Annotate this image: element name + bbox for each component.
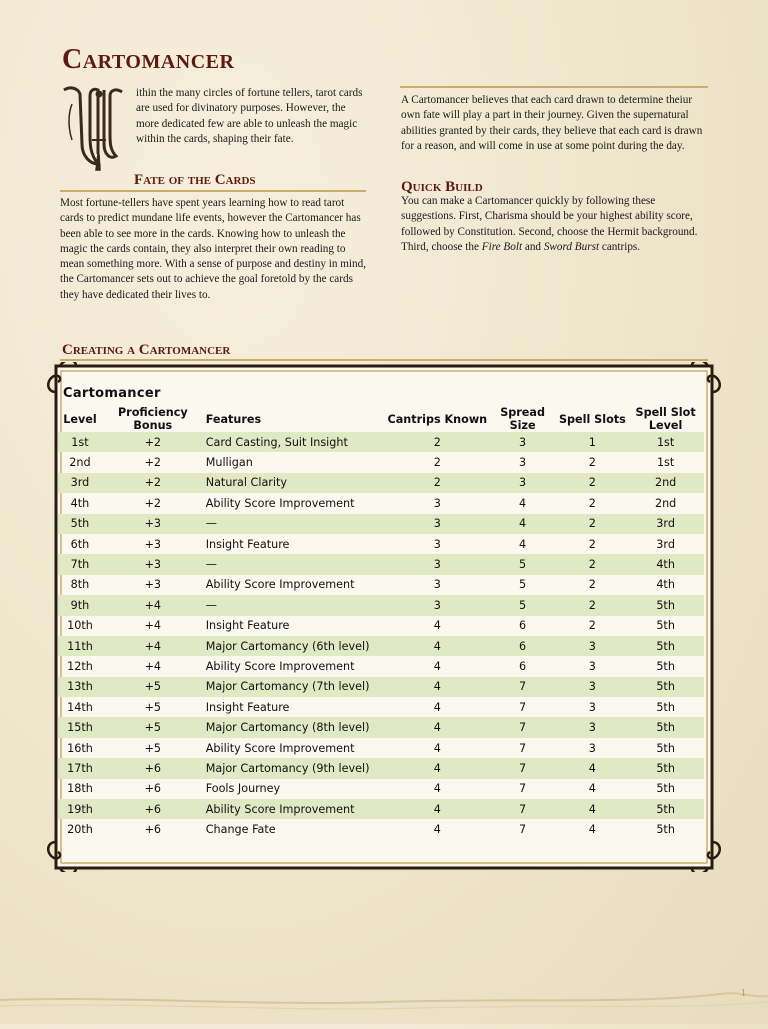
cell-cantrips: 4 <box>433 659 441 673</box>
cell-spell-slots: 3 <box>588 700 596 714</box>
cell-level: 15th <box>58 717 102 737</box>
cell-level: 2nd <box>69 456 91 470</box>
cell-spell-slot-level: 5th <box>656 619 675 633</box>
cell-cantrips: 3 <box>433 578 441 592</box>
cell-proficiency: +4 <box>102 636 204 656</box>
table-row <box>58 554 704 574</box>
cell-spell-slot-level: 4th <box>627 554 704 574</box>
table-row <box>58 656 704 676</box>
cell-proficiency: +3 <box>102 514 204 534</box>
cell-level: 19th <box>58 799 102 819</box>
header-spell-slots: Spell Slots <box>558 412 626 426</box>
cell-spell-slot-level: 1st <box>656 456 675 470</box>
table-row <box>58 717 704 737</box>
table-row <box>58 534 704 554</box>
cell-proficiency: +5 <box>102 717 204 737</box>
cell-proficiency: +5 <box>144 700 162 714</box>
cell-level: 5th <box>58 514 102 534</box>
cell-proficiency: +6 <box>144 823 162 837</box>
header-spread-size: Spread Size <box>500 406 545 432</box>
divider <box>60 359 708 361</box>
cell-cantrips: 4 <box>433 782 441 796</box>
cell-proficiency: +2 <box>102 432 204 452</box>
cell-level: 10th <box>67 619 93 633</box>
cell-level: 18th <box>67 782 93 796</box>
cell-cantrips: 3 <box>387 514 488 534</box>
cell-features: Ability Score Improvement <box>205 578 355 592</box>
cell-spell-slots: 4 <box>558 758 628 778</box>
cell-cantrips: 3 <box>387 595 488 615</box>
cell-spell-slot-level: 5th <box>627 758 704 778</box>
cell-features: Card Casting, Suit Insight <box>204 432 387 452</box>
cell-features: Natural Clarity <box>204 473 387 493</box>
cell-spread-size: 7 <box>519 700 527 714</box>
cell-features: Major Cartomancy (9th level) <box>204 758 387 778</box>
cell-spell-slots: 2 <box>558 473 628 493</box>
divider <box>60 190 366 192</box>
cell-spread-size: 3 <box>488 432 558 452</box>
table-row <box>58 819 704 839</box>
cell-proficiency: +2 <box>144 456 162 470</box>
cell-features: — <box>204 514 387 534</box>
header-cantrips: Cantrips Known <box>387 412 488 426</box>
cell-spell-slot-level: 2nd <box>627 473 704 493</box>
page-number: 1 <box>741 988 746 999</box>
cell-spell-slot-level: 5th <box>627 636 704 656</box>
cell-spell-slots: 2 <box>588 578 596 592</box>
cell-features: Insight Feature <box>205 700 290 714</box>
cell-level: 12th <box>67 659 93 673</box>
fate-paragraph: Most fortune-tellers have spent years learning how to read tarot cards to predict mundane life events, however the Cartomancer has been able to see more in the cards. Knowing how to unleash the magic the cards contain, they also interpret their own reading to mean something more. With a sense of purpose and destiny in mind, the Cartomancer sets out to achieve the goal foretold by the cards they have dedicated their lives to. <box>60 197 367 301</box>
cell-level: 20th <box>67 823 93 837</box>
table-row <box>58 799 704 819</box>
cell-spread-size: 3 <box>488 473 558 493</box>
table-row <box>58 758 704 778</box>
cell-spread-size: 7 <box>488 758 558 778</box>
cell-proficiency: +4 <box>144 619 162 633</box>
section-heading-quick-build: Quick Build <box>401 179 483 195</box>
cell-features: Major Cartomancy (8th level) <box>204 717 387 737</box>
table-row <box>58 575 704 595</box>
cell-proficiency: +5 <box>102 677 204 697</box>
cell-proficiency: +3 <box>102 554 204 574</box>
cell-cantrips: 3 <box>433 496 441 510</box>
cell-spell-slots: 4 <box>588 823 596 837</box>
cell-features: Mulligan <box>205 456 253 470</box>
section-heading-creating: Creating a Cartomancer <box>62 342 231 358</box>
cell-level: 11th <box>58 636 102 656</box>
cell-spread-size: 4 <box>519 496 527 510</box>
quick-build-paragraph <box>401 194 708 255</box>
cell-spell-slots: 4 <box>588 782 596 796</box>
cell-proficiency: +3 <box>144 578 162 592</box>
header-features: Features <box>205 412 262 426</box>
quick-build-text: You can make a Cartomancer quickly by following these suggestions. First, Charisma should be your highest ability score, followed by Constitution. Second, choose the Hermit background. Third, choose the <box>401 195 698 253</box>
cell-cantrips: 4 <box>387 677 488 697</box>
cell-proficiency: +3 <box>144 537 162 551</box>
cell-spread-size: 4 <box>488 514 558 534</box>
cell-spell-slots: 2 <box>588 537 596 551</box>
table-header-row <box>58 406 704 432</box>
cell-spread-size: 3 <box>519 456 527 470</box>
cell-spread-size: 6 <box>519 659 527 673</box>
header-spell-slot-level: Spell Slot Level <box>635 406 696 432</box>
footer-ornament <box>0 976 768 1024</box>
table-row <box>58 432 704 452</box>
cell-spell-slots: 1 <box>558 432 628 452</box>
cell-spell-slot-level: 2nd <box>654 496 677 510</box>
cell-features: — <box>204 554 387 574</box>
cell-features: — <box>204 595 387 615</box>
cell-spell-slot-level: 5th <box>627 717 704 737</box>
cell-cantrips: 4 <box>433 823 441 837</box>
table-row <box>58 677 704 697</box>
cell-features: Ability Score Improvement <box>205 496 355 510</box>
table-row <box>58 595 704 615</box>
cell-features: Ability Score Improvement <box>204 799 387 819</box>
cell-spell-slots: 2 <box>558 514 628 534</box>
class-table <box>58 384 706 840</box>
cell-level: 13th <box>58 677 102 697</box>
belief-paragraph: A Cartomancer believes that each card drawn to determine theiur own fate will play a part in their journey. Given the supernatural abilities granted by their cards, they believe that each card is drawn for a reason, and will come in use at some point during the day. <box>401 94 703 152</box>
cell-features: Fools Journey <box>205 782 281 796</box>
cell-features: Ability Score Improvement <box>205 659 355 673</box>
cell-spread-size: 7 <box>519 782 527 796</box>
table-row <box>58 697 704 717</box>
cell-spread-size: 7 <box>488 677 558 697</box>
cell-spread-size: 5 <box>488 595 558 615</box>
cell-spell-slots: 3 <box>588 741 596 755</box>
table-title: Cartomancer <box>63 386 161 401</box>
cell-level: 9th <box>58 595 102 615</box>
cell-level: 7th <box>58 554 102 574</box>
cell-spread-size: 7 <box>488 717 558 737</box>
cell-spell-slots: 2 <box>588 496 596 510</box>
cell-cantrips: 4 <box>387 636 488 656</box>
quick-build-and: and <box>522 240 544 253</box>
spell-fire-bolt: Fire Bolt <box>481 240 523 253</box>
cell-spread-size: 7 <box>519 823 527 837</box>
progression-table <box>58 406 704 840</box>
spell-sword-burst: Sword Burst <box>543 240 600 253</box>
cell-spell-slot-level: 5th <box>656 659 675 673</box>
cell-cantrips: 4 <box>433 619 441 633</box>
cell-features: Ability Score Improvement <box>205 741 355 755</box>
cell-cantrips: 2 <box>433 456 441 470</box>
cell-spell-slot-level: 5th <box>656 782 675 796</box>
cell-cantrips: 2 <box>387 473 488 493</box>
cell-features: Major Cartomancy (6th level) <box>204 636 387 656</box>
cell-spell-slot-level: 3rd <box>627 514 704 534</box>
cell-features: Change Fate <box>205 823 276 837</box>
cell-proficiency: +6 <box>102 799 204 819</box>
table-row <box>58 452 704 472</box>
cell-spell-slots: 3 <box>558 677 628 697</box>
cell-spell-slot-level: 4th <box>656 578 675 592</box>
cell-spell-slot-level: 3rd <box>656 537 675 551</box>
table-row <box>58 493 704 513</box>
cell-level: 4th <box>70 496 90 510</box>
cell-proficiency: +2 <box>102 473 204 493</box>
cell-spell-slots: 3 <box>588 659 596 673</box>
cell-spell-slots: 2 <box>558 554 628 574</box>
cell-cantrips: 3 <box>433 537 441 551</box>
cell-proficiency: +5 <box>144 741 162 755</box>
cell-spell-slot-level: 5th <box>656 823 675 837</box>
cell-level: 6th <box>70 537 90 551</box>
cell-proficiency: +6 <box>144 782 162 796</box>
cell-cantrips: 2 <box>387 432 488 452</box>
cell-spell-slot-level: 5th <box>656 700 675 714</box>
cell-spell-slots: 3 <box>558 717 628 737</box>
cell-spread-size: 7 <box>519 741 527 755</box>
cell-spell-slots: 2 <box>588 619 596 633</box>
cell-spell-slots: 4 <box>558 799 628 819</box>
cell-level: 14th <box>67 700 93 714</box>
header-level: Level <box>63 412 97 426</box>
cell-spread-size: 7 <box>488 799 558 819</box>
cell-features: Major Cartomancy (7th level) <box>204 677 387 697</box>
cell-proficiency: +4 <box>102 595 204 615</box>
cell-spell-slot-level: 5th <box>627 677 704 697</box>
cell-features: Insight Feature <box>205 537 290 551</box>
cell-level: 17th <box>58 758 102 778</box>
table-row <box>58 514 704 534</box>
table-row <box>58 473 704 493</box>
cell-spell-slot-level: 5th <box>627 595 704 615</box>
cell-level: 1st <box>58 432 102 452</box>
cell-proficiency: +2 <box>144 496 162 510</box>
cell-spread-size: 6 <box>519 619 527 633</box>
cell-cantrips: 3 <box>387 554 488 574</box>
cell-level: 8th <box>70 578 90 592</box>
cell-spread-size: 5 <box>488 554 558 574</box>
section-heading-fate: Fate of the Cards <box>134 172 256 188</box>
cell-proficiency: +6 <box>102 758 204 778</box>
cell-spell-slots: 3 <box>558 636 628 656</box>
cell-cantrips: 4 <box>387 717 488 737</box>
cell-spell-slots: 2 <box>588 456 596 470</box>
cell-spell-slot-level: 5th <box>627 799 704 819</box>
cell-spread-size: 5 <box>519 578 527 592</box>
table-row <box>58 616 704 636</box>
divider <box>400 86 708 88</box>
cell-spell-slot-level: 1st <box>627 432 704 452</box>
cell-spread-size: 6 <box>488 636 558 656</box>
cell-cantrips: 4 <box>387 758 488 778</box>
quick-build-end: cantrips. <box>599 240 641 253</box>
table-row <box>58 738 704 758</box>
table-row <box>58 779 704 799</box>
cell-level: 3rd <box>58 473 102 493</box>
table-row <box>58 636 704 656</box>
cell-features: Insight Feature <box>205 619 290 633</box>
cell-spell-slots: 2 <box>558 595 628 615</box>
cell-level: 16th <box>67 741 93 755</box>
header-proficiency: Proficiency Bonus <box>117 406 188 432</box>
cell-cantrips: 4 <box>387 799 488 819</box>
cell-cantrips: 4 <box>433 741 441 755</box>
cell-spell-slot-level: 5th <box>656 741 675 755</box>
page-title: Cartomancer <box>62 44 235 75</box>
cell-cantrips: 4 <box>433 700 441 714</box>
dropcap-w-icon <box>60 84 130 176</box>
cell-proficiency: +4 <box>144 659 162 673</box>
intro-paragraph: ithin the many circles of fortune tellers, tarot cards are used for divinatory purposes. However, the more dedicated few are able to unleash the magic within the cards, shaping their fate. <box>136 87 363 145</box>
cell-spread-size: 4 <box>519 537 527 551</box>
